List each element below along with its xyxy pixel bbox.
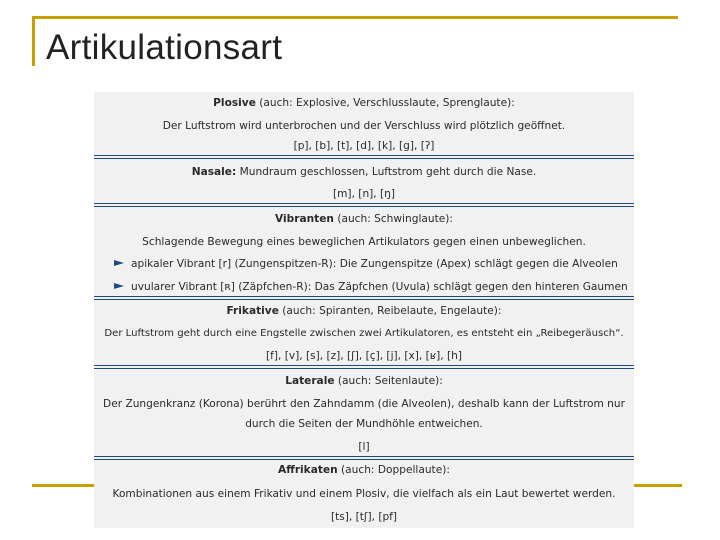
- affrikaten-heading: [94, 463, 634, 477]
- left-accent-line: [32, 16, 35, 66]
- arrow-bullet-icon: [114, 260, 124, 266]
- frikative-term: Frikative: [226, 305, 279, 317]
- slide-title: Artikulationsart: [46, 28, 283, 67]
- laterale-term: Laterale: [285, 375, 335, 387]
- nasale-description: Mundraum geschlossen, Luftstrom geht durch die Nase.: [236, 166, 537, 178]
- plosive-description: Der Luftstrom wird unterbrochen und der Verschluss wird plötzlich geöffnet.: [162, 120, 566, 132]
- laterale-symbols: [l]: [358, 441, 370, 453]
- affrikaten-description: Kombinationen aus einem Frikativ und einem Plosiv, die vielfach als ein Laut bewertet werden.: [112, 488, 616, 500]
- vibrant-bullet-apikal: [114, 257, 618, 271]
- nasale-term: Nasale:: [191, 166, 237, 178]
- laterale-description: Der Zungenkranz (Korona) berührt den Zahndamm (die Alveolen), deshalb kann der Luftstrom nur: [103, 398, 625, 410]
- section-divider: [94, 456, 634, 457]
- section-divider: [94, 296, 634, 297]
- plosive-alias: (auch: Explosive, Verschlusslaute, Sprenglaute):: [255, 97, 515, 109]
- affrikaten-term: Affrikaten: [278, 464, 338, 476]
- vibranten-heading: [94, 212, 634, 226]
- vibranten-alias: (auch: Schwinglaute):: [333, 213, 453, 225]
- section-divider: [94, 155, 634, 156]
- frikative-alias: (auch: Spiranten, Reibelaute, Engelaute):: [278, 305, 502, 317]
- bullet-text: apikaler Vibrant [r] (Zungenspitzen-R): Die Zungenspitze (Apex) schlägt gegen die Alveolen: [131, 258, 618, 270]
- top-accent-line: [32, 16, 678, 19]
- arrow-bullet-icon: [114, 283, 124, 289]
- frikative-heading: [94, 304, 634, 318]
- frikative-description: Der Luftstrom geht durch eine Engstelle zwischen zwei Artikulatoren, es entsteht ein „Reibegeräusch“.: [104, 328, 624, 339]
- plosive-symbols: [p], [b], [t], [d], [k], [g], [ʔ]: [293, 140, 435, 152]
- vibranten-description: Schlagende Bewegung eines beweglichen Artikulators gegen einen unbeweglichen.: [142, 236, 586, 248]
- frikative-symbols: [f], [v], [s], [z], [ʃ], [ç], [j], [x], [ʁ], [h]: [265, 350, 463, 362]
- scanned-table-image: [94, 92, 634, 528]
- affrikaten-symbols: [ts], [tʃ], [pf]: [330, 511, 398, 523]
- plosive-heading: [94, 96, 634, 110]
- laterale-heading: [94, 374, 634, 388]
- vibranten-term: Vibranten: [275, 213, 334, 225]
- nasale-heading: [94, 165, 634, 179]
- affrikaten-alias: (auch: Doppellaute):: [337, 464, 450, 476]
- laterale-description-cont: durch die Seiten der Mundhöhle entweichen.: [245, 418, 483, 430]
- vibrant-bullet-uvular: [114, 280, 628, 294]
- bullet-text: uvularer Vibrant [ʀ] (Zäpfchen-R): Das Zäpfchen (Uvula) schlägt gegen den hinteren Gaumen: [131, 281, 628, 293]
- laterale-alias: (auch: Seitenlaute):: [334, 375, 443, 387]
- nasale-symbols: [m], [n], [ŋ]: [332, 188, 396, 200]
- section-divider: [94, 203, 634, 204]
- section-divider: [94, 365, 634, 366]
- plosive-term: Plosive: [213, 97, 256, 109]
